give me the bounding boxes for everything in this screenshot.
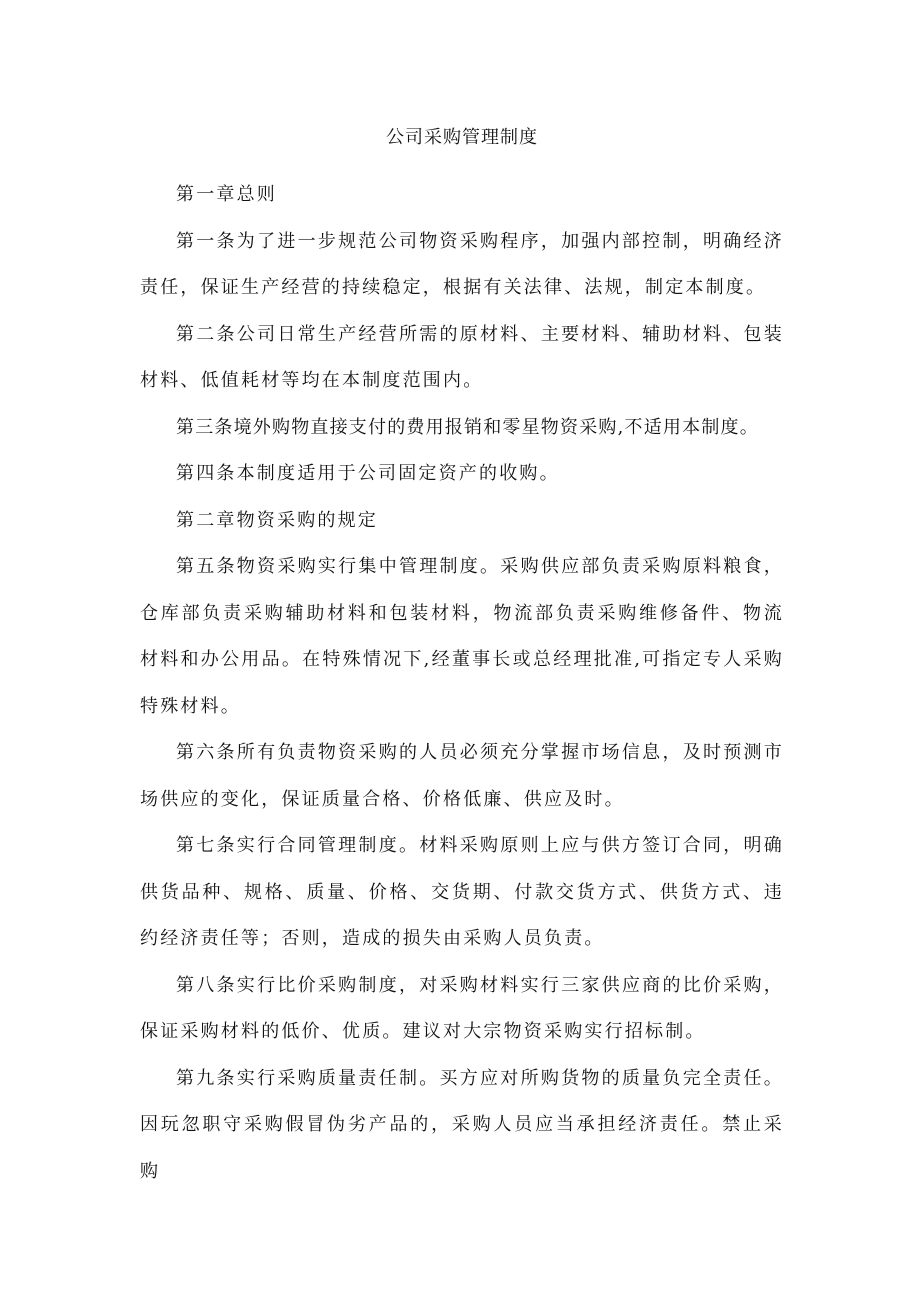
article-3: 第三条境外购物直接支付的费用报销和零星物资采购,不适用本制度。 xyxy=(176,416,759,438)
article-7: 第七条实行合同管理制度。材料采购原则上应与供方签订合同，明确供货品种、规格、质量、价格、交货期、付款交货方式、供货方式、违约经济责任等；否则，造成的损失由采购人员负责。 xyxy=(140,835,784,949)
article-2: 第二条公司日常生产经营所需的原材料、主要材料、辅助材料、包装材料、低值耗材等均在本制度范围内。 xyxy=(140,323,784,391)
article-8: 第八条实行比价采购制度，对采购材料实行三家供应商的比价采购，保证采购材料的低价、优质。建议对大宗物资采购实行招标制。 xyxy=(140,974,784,1042)
article-9: 第九条实行采购质量责任制。买方应对所购货物的质量负完全责任。因玩忽职守采购假冒伪劣产品的，采购人员应当承担经济责任。禁止采购 xyxy=(140,1067,784,1182)
document-title: 公司采购管理制度 xyxy=(386,127,538,148)
article-4: 第四条本制度适用于公司固定资产的收购。 xyxy=(176,463,560,484)
article-6: 第六条所有负责物资采购的人员必须充分掌握市场信息，及时预测市场供应的变化，保证质量合格、价格低廉、供应及时。 xyxy=(140,742,784,810)
article-1: 第一条为了进一步规范公司物资采购程序，加强内部控制，明确经济责任，保证生产经营的持续稳定，根据有关法律、法规，制定本制度。 xyxy=(140,230,784,298)
article-5: 第五条物资采购实行集中管理制度。采购供应部负责采购原料粮食，仓库部负责采购辅助材料和包装材料，物流部负责采购维修备件、物流材料和办公用品。在特殊情况下,经董事长或总经理批准,可指定专人采购特殊材料。 xyxy=(140,556,784,717)
chapter-heading-1: 第一章总则 xyxy=(176,184,277,205)
chapter-heading-2: 第二章物资采购的规定 xyxy=(176,509,378,531)
